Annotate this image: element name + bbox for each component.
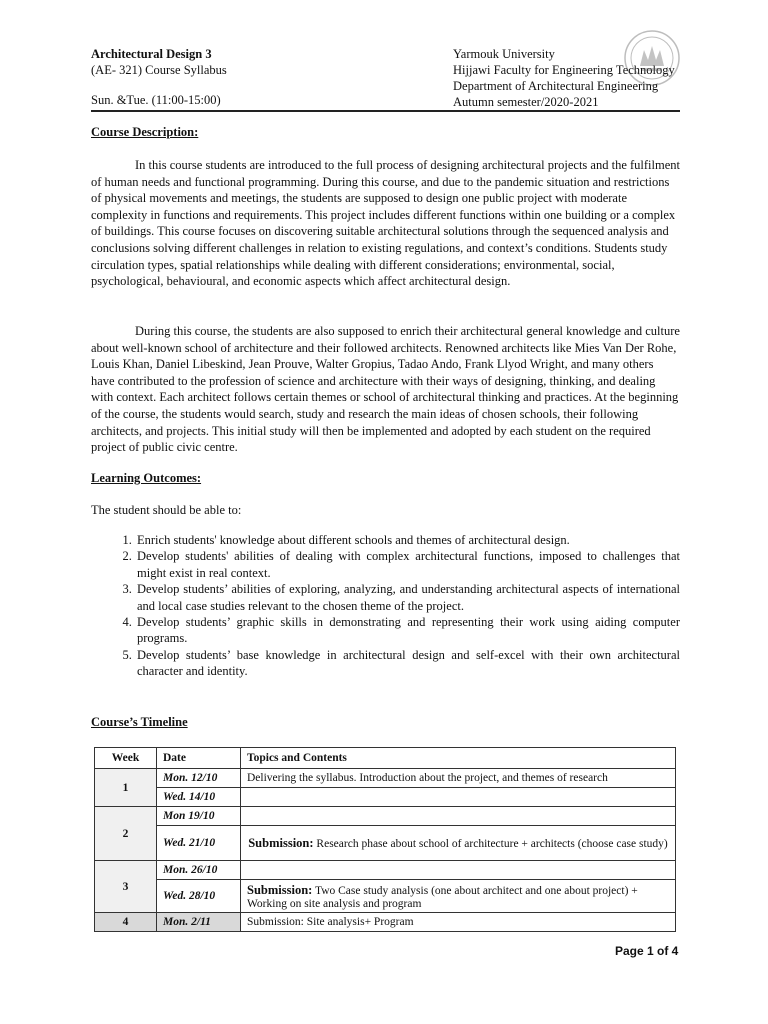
outcome-item: 3. Develop students’ abilities of exploring, analyzing, and understanding architectural aspects of international and local case studies relevant to the chosen theme of the project.: [135, 581, 680, 614]
table-row: [95, 861, 676, 880]
description-paragraph-1: In this course students are introduced to the full process of designing architectural projects and the fulfilment of human needs and functional programming. During this course, and due to the pandemic situation and restrictions of physical movements and meetings, the students are supposed to design one public project with moderate complexity in functions and requirements. This project includes different functions within one building or a complex of buildings. This course focuses on discovering suitable architectural solutions through the sequenced analysis and conclusions solving different challenges in relation to existing regulations, and context’s conditions. Students study circulation types, spatial relationships while dealing with different considerations; environmental, social, psychological, behavioural, and economic aspects which affect architectural design.: [91, 158, 680, 289]
topic-cell: Submission: Two Case study analysis (one about architect and one about project) + Working on site analysis and program: [241, 880, 676, 913]
course-code: (AE- 321) Course Syllabus: [91, 63, 227, 77]
date-cell: Wed. 21/10: [157, 826, 241, 861]
week-cell: 3: [95, 861, 157, 913]
course-schedule: Sun. &Tue. (11:00-15:00): [91, 93, 221, 107]
university-name: Yarmouk University: [453, 47, 555, 61]
topic-cell: [241, 807, 676, 826]
topic-cell: Submission: Research phase about school of architecture + architects (choose case study): [241, 826, 676, 861]
header-divider: [91, 110, 680, 112]
semester: Autumn semester/2020-2021: [453, 95, 599, 109]
week-cell: 4: [95, 913, 157, 932]
course-header: [91, 46, 227, 78]
table-row: [95, 880, 676, 913]
outcome-item: 5. Develop students’ base knowledge in architectural design and self-excel with their own architectural character and identity.: [135, 647, 680, 680]
department-name: Department of Architectural Engineering: [453, 79, 659, 93]
date-cell: Mon. 2/11: [157, 913, 241, 932]
topic-cell: [241, 788, 676, 807]
table-header-row: [95, 748, 676, 769]
table-row: [95, 769, 676, 788]
week-cell: 1: [95, 769, 157, 807]
outcomes-list: [91, 532, 680, 680]
topic-cell: Submission: Site analysis+ Program: [241, 913, 676, 932]
table-row: [95, 826, 676, 861]
page-number: Page 1 of 4: [615, 944, 679, 958]
topic-cell: Delivering the syllabus. Introduction about the project, and themes of research: [241, 769, 676, 788]
description-paragraph-2: During this course, the students are also supposed to enrich their architectural general knowledge and culture about well-known school of architecture and their followed architects. Renowned architects like Mies Van Der Rohe, Louis Khan, Daniel Libeskind, Jean Prouve, Walter Gropius, Tadao Ando, Frank Llyod Wright, and many others have contributed to the profession of science and architecture with their ways of designing, thinking, and dealing with context. Each architect follows certain themes or school of architectural thinking and practices. At the beginning of the course, the students would search, study and research the main ideas of chosen schools, their following architects, and projects. This initial study will then be implemented and adopted by each student on the required project of public civic centre.: [91, 324, 680, 455]
date-cell: Mon. 26/10: [157, 861, 241, 880]
column-header-topics: Topics and Contents: [241, 748, 676, 769]
column-header-week: Week: [95, 748, 157, 769]
outcome-item: 1. Enrich students' knowledge about different schools and themes of architectural design.: [135, 532, 680, 548]
date-cell: Mon. 12/10: [157, 769, 241, 788]
topic-cell: [241, 861, 676, 880]
date-cell: Wed. 14/10: [157, 788, 241, 807]
table-row: [95, 788, 676, 807]
table-row: [95, 807, 676, 826]
course-description-heading: Course Description:: [91, 125, 199, 139]
outcomes-intro: The student should be able to:: [91, 503, 242, 517]
faculty-name: Hijjawi Faculty for Engineering Technology: [453, 63, 675, 77]
outcome-item: 2. Develop students' abilities of dealing with complex architectural functions, imposed to challenges that might exist in real context.: [135, 548, 680, 581]
timeline-heading: Course’s Timeline: [91, 715, 188, 729]
column-header-date: Date: [157, 748, 241, 769]
learning-outcomes-heading: Learning Outcomes:: [91, 471, 202, 485]
submission-label: Submission:: [248, 835, 314, 850]
course-title: Architectural Design 3: [91, 47, 212, 61]
date-cell: Mon 19/10: [157, 807, 241, 826]
table-row: [95, 913, 676, 932]
university-logo-icon: [622, 28, 682, 88]
date-cell: Wed. 28/10: [157, 880, 241, 913]
timeline-table: [94, 747, 676, 932]
submission-label: Submission:: [247, 882, 313, 897]
outcome-item: 4. Develop students’ graphic skills in demonstrating and representing their work using aiding computer programs.: [135, 614, 680, 647]
week-cell: 2: [95, 807, 157, 861]
